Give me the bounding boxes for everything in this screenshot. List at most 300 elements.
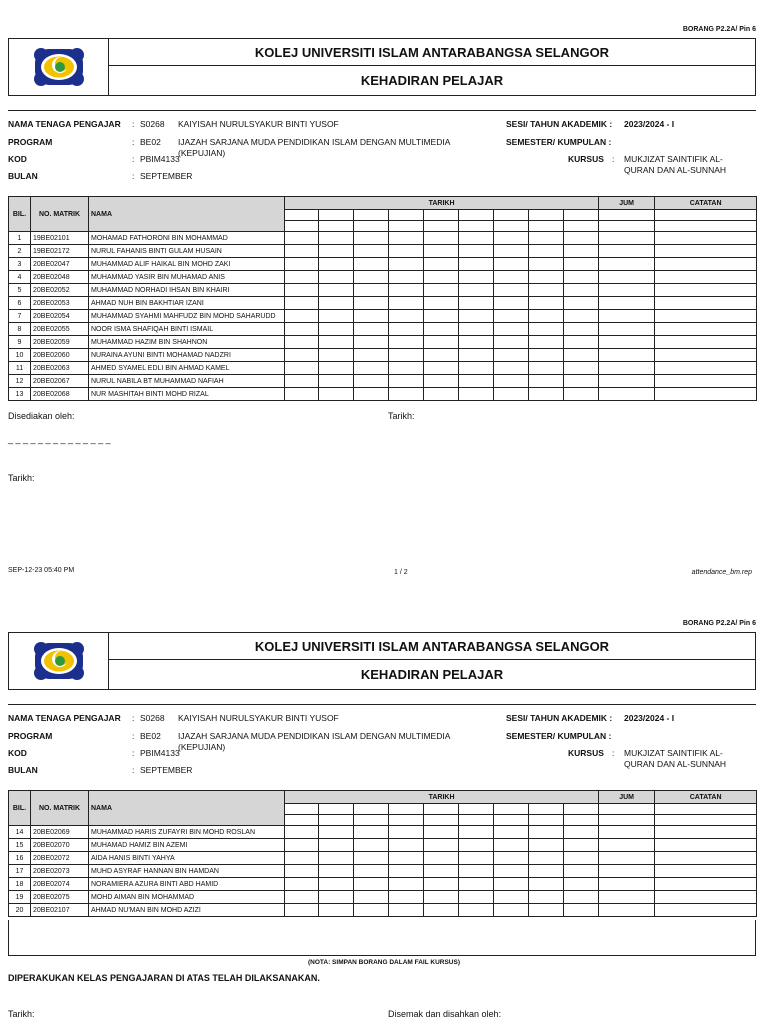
jum-cell bbox=[599, 878, 655, 891]
date-cell bbox=[494, 878, 529, 891]
table-row bbox=[9, 349, 757, 362]
date-cell bbox=[564, 904, 599, 917]
date-cell bbox=[424, 310, 459, 323]
matrik-cell: 20BE02072 bbox=[31, 852, 89, 865]
table-row bbox=[9, 310, 757, 323]
bil-cell: 6 bbox=[9, 297, 31, 310]
nama-cell: AHMAD NU'MAN BIN MOHD AZIZI bbox=[89, 904, 285, 917]
attendance-table bbox=[8, 196, 757, 401]
nama-cell: MUHAMMAD ALIF HAIKAL BIN MOHD ZAKI bbox=[89, 258, 285, 271]
course-name-line1: MUKJIZAT SAINTIFIK AL- bbox=[624, 154, 723, 164]
date-cell bbox=[494, 839, 529, 852]
catatan-cell bbox=[655, 310, 757, 323]
date-cell bbox=[354, 349, 389, 362]
catatan-cell bbox=[655, 375, 757, 388]
catatan-cell bbox=[655, 349, 757, 362]
prepared-by-label: Disediakan oleh: bbox=[8, 411, 75, 421]
matrik-cell: 20BE02074 bbox=[31, 878, 89, 891]
month-value: SEPTEMBER bbox=[140, 765, 193, 775]
date-cell bbox=[319, 865, 354, 878]
date-cell bbox=[424, 852, 459, 865]
date-cell bbox=[354, 375, 389, 388]
nama-cell: NURUL FAHANIS BINTI GULAM HUSAIN bbox=[89, 245, 285, 258]
table-row bbox=[9, 258, 757, 271]
table-row bbox=[9, 271, 757, 284]
colon: : bbox=[132, 713, 135, 723]
date-cell bbox=[285, 891, 319, 904]
bil-cell: 14 bbox=[9, 826, 31, 839]
logo-cell bbox=[9, 633, 109, 689]
info-section bbox=[8, 704, 756, 782]
catatan-cell bbox=[655, 271, 757, 284]
program-label: PROGRAM bbox=[8, 731, 53, 741]
date-cell bbox=[389, 297, 424, 310]
bil-cell: 4 bbox=[9, 271, 31, 284]
catatan-cell bbox=[655, 297, 757, 310]
form-code: BORANG P2.2A/ Pin 6 bbox=[682, 620, 756, 627]
date-cell bbox=[424, 878, 459, 891]
date-cell bbox=[459, 297, 494, 310]
table-row bbox=[9, 865, 757, 878]
matrik-cell: 20BE02052 bbox=[31, 284, 89, 297]
date-cell bbox=[529, 297, 564, 310]
bil-cell: 12 bbox=[9, 375, 31, 388]
bil-cell: 19 bbox=[9, 891, 31, 904]
date-cell bbox=[319, 336, 354, 349]
lecturer-id: S0268 bbox=[140, 713, 165, 723]
date-cell bbox=[285, 349, 319, 362]
course-code: PBIM4133 bbox=[140, 748, 180, 758]
header-box bbox=[8, 38, 756, 96]
date-cell bbox=[354, 839, 389, 852]
program-note: (KEPUJIAN) bbox=[178, 148, 226, 158]
date-cell bbox=[424, 284, 459, 297]
date-label: Tarikh: bbox=[388, 411, 415, 421]
date-cell bbox=[285, 852, 319, 865]
lecturer-name: KAIYISAH NURULSYAKUR BINTI YUSOF bbox=[178, 713, 339, 723]
verified-by-label: Disemak dan disahkan oleh: bbox=[388, 1009, 502, 1019]
catatan-header: CATATAN bbox=[655, 197, 757, 210]
date-cell bbox=[459, 349, 494, 362]
date-cell bbox=[424, 839, 459, 852]
course-name-line2: QURAN DAN AL-SUNNAH bbox=[624, 759, 727, 769]
date-cell bbox=[529, 839, 564, 852]
catatan-cell bbox=[655, 323, 757, 336]
date-cell bbox=[389, 284, 424, 297]
colon: : bbox=[612, 748, 615, 758]
date-cell bbox=[285, 878, 319, 891]
date-cell bbox=[424, 271, 459, 284]
jum-cell bbox=[599, 232, 655, 245]
jum-cell bbox=[599, 852, 655, 865]
date-cell bbox=[529, 891, 564, 904]
date-cell bbox=[285, 865, 319, 878]
date-cell bbox=[494, 245, 529, 258]
table-row bbox=[9, 878, 757, 891]
date-cell bbox=[319, 388, 354, 401]
date-cell bbox=[494, 232, 529, 245]
date-cell bbox=[459, 375, 494, 388]
attendance-rows bbox=[9, 232, 757, 401]
page-number: 1 / 2 bbox=[394, 569, 408, 576]
date-cell bbox=[529, 865, 564, 878]
jum-cell bbox=[599, 388, 655, 401]
date-cell bbox=[529, 310, 564, 323]
tarikh-header: TARIKH bbox=[285, 197, 599, 210]
nama-cell: MUHAMMAD SYAHMI MAHFUDZ BIN MOHD SAHARUDD bbox=[89, 310, 285, 323]
date-cell bbox=[564, 388, 599, 401]
semester-label: SEMESTER/ KUMPULAN : bbox=[506, 137, 612, 147]
date-cell bbox=[389, 245, 424, 258]
nama-cell: NOOR ISMA SHAFIQAH BINTI ISMAIL bbox=[89, 323, 285, 336]
bil-header: BIL. bbox=[9, 197, 31, 232]
date-cell bbox=[494, 297, 529, 310]
date-cell bbox=[424, 826, 459, 839]
date-cell bbox=[319, 232, 354, 245]
matrik-cell: 20BE02069 bbox=[31, 826, 89, 839]
nama-cell: AIDA HANIS BINTI YAHYA bbox=[89, 852, 285, 865]
date-cell bbox=[285, 362, 319, 375]
date-cell bbox=[354, 865, 389, 878]
date-cell bbox=[389, 232, 424, 245]
nama-cell: NURUL NABILA BT MUHAMMAD NAFIAH bbox=[89, 375, 285, 388]
nama-cell: MUHD ASYRAF HANNAN BIN HAMDAN bbox=[89, 865, 285, 878]
date-cell bbox=[354, 323, 389, 336]
date-cell bbox=[564, 297, 599, 310]
date-cell bbox=[285, 904, 319, 917]
date-cell bbox=[354, 232, 389, 245]
date-cell bbox=[564, 258, 599, 271]
course-label: KURSUS bbox=[568, 154, 604, 164]
date-cell bbox=[494, 336, 529, 349]
header-box bbox=[8, 632, 756, 690]
date-cell bbox=[494, 904, 529, 917]
attendance-rows bbox=[9, 826, 757, 917]
date-cell bbox=[354, 310, 389, 323]
date-cell bbox=[319, 349, 354, 362]
code-label: KOD bbox=[8, 748, 27, 758]
date-cell bbox=[389, 839, 424, 852]
session-value: 2023/2024 - I bbox=[624, 119, 675, 129]
date-cell bbox=[285, 323, 319, 336]
matrik-cell: 20BE02075 bbox=[31, 891, 89, 904]
catatan-header: CATATAN bbox=[655, 791, 757, 804]
catatan-cell bbox=[655, 336, 757, 349]
colon: : bbox=[132, 731, 135, 741]
matrik-cell: 20BE02068 bbox=[31, 388, 89, 401]
college-name: KOLEJ UNIVERSITI ISLAM ANTARABANGSA SELANGOR bbox=[109, 633, 755, 660]
logo-cell bbox=[9, 39, 109, 95]
date-cell bbox=[319, 310, 354, 323]
jum-cell bbox=[599, 336, 655, 349]
table-row bbox=[9, 323, 757, 336]
table-row bbox=[9, 826, 757, 839]
jum-cell bbox=[599, 323, 655, 336]
date-cell bbox=[389, 865, 424, 878]
date-cell bbox=[389, 271, 424, 284]
catatan-cell bbox=[655, 258, 757, 271]
date-cell bbox=[389, 852, 424, 865]
date-cell bbox=[389, 826, 424, 839]
print-timestamp: SEP-12-23 05:40 PM bbox=[8, 567, 75, 574]
bil-cell: 9 bbox=[9, 336, 31, 349]
date-cell bbox=[354, 284, 389, 297]
date-cell bbox=[354, 336, 389, 349]
matrik-cell: 20BE02067 bbox=[31, 375, 89, 388]
bil-cell: 1 bbox=[9, 232, 31, 245]
college-logo-icon bbox=[29, 637, 89, 685]
date-cell bbox=[319, 297, 354, 310]
nama-cell: MUHAMAD HAMIZ BIN AZEMI bbox=[89, 839, 285, 852]
date-cell bbox=[494, 323, 529, 336]
date-cell bbox=[529, 284, 564, 297]
table-row bbox=[9, 891, 757, 904]
course-code: PBIM4133 bbox=[140, 154, 180, 164]
date-cell bbox=[319, 323, 354, 336]
bil-cell: 15 bbox=[9, 839, 31, 852]
month-label: BULAN bbox=[8, 765, 38, 775]
table-row bbox=[9, 297, 757, 310]
date-cell bbox=[459, 362, 494, 375]
signature-line: _ _ _ _ _ _ _ _ _ _ _ _ _ _ bbox=[8, 434, 111, 444]
nama-cell: MUHAMMAD HAZIM BIN SHAHNON bbox=[89, 336, 285, 349]
date-cell bbox=[424, 891, 459, 904]
nama-header: NAMA bbox=[89, 791, 285, 826]
matrik-cell: 20BE02070 bbox=[31, 839, 89, 852]
date-cell bbox=[389, 349, 424, 362]
bil-cell: 3 bbox=[9, 258, 31, 271]
matrik-cell: 19BE02101 bbox=[31, 232, 89, 245]
date-cell bbox=[459, 865, 494, 878]
bil-cell: 17 bbox=[9, 865, 31, 878]
bil-cell: 16 bbox=[9, 852, 31, 865]
catatan-cell bbox=[655, 878, 757, 891]
jum-cell bbox=[599, 904, 655, 917]
date-cell bbox=[285, 271, 319, 284]
table-row bbox=[9, 232, 757, 245]
form-code: BORANG P2.2A/ Pin 6 bbox=[682, 26, 756, 33]
date-cell bbox=[319, 245, 354, 258]
jum-cell bbox=[599, 375, 655, 388]
date-cell bbox=[564, 891, 599, 904]
date-cell bbox=[564, 323, 599, 336]
date-cell bbox=[424, 349, 459, 362]
attendance-table bbox=[8, 790, 757, 917]
jum-cell bbox=[599, 258, 655, 271]
date-cell bbox=[389, 904, 424, 917]
date-cell bbox=[319, 891, 354, 904]
program-code: BE02 bbox=[140, 731, 161, 741]
date-cell bbox=[319, 878, 354, 891]
bil-cell: 8 bbox=[9, 323, 31, 336]
date-cell bbox=[354, 904, 389, 917]
nama-cell: NORAMIERA AZURA BINTI ABD HAMID bbox=[89, 878, 285, 891]
course-name-line1: MUKJIZAT SAINTIFIK AL- bbox=[624, 748, 723, 758]
date-cell bbox=[424, 258, 459, 271]
colon: : bbox=[132, 119, 135, 129]
catatan-cell bbox=[655, 388, 757, 401]
date-cell bbox=[564, 362, 599, 375]
jum-header: JUM bbox=[599, 791, 655, 804]
date-cell bbox=[285, 284, 319, 297]
date-cell bbox=[459, 839, 494, 852]
catatan-cell bbox=[655, 362, 757, 375]
date-cell bbox=[459, 258, 494, 271]
matrik-cell: 20BE02055 bbox=[31, 323, 89, 336]
catatan-cell bbox=[655, 232, 757, 245]
month-label: BULAN bbox=[8, 171, 38, 181]
table-row bbox=[9, 245, 757, 258]
table-row bbox=[9, 375, 757, 388]
date-cell bbox=[424, 245, 459, 258]
jum-cell bbox=[599, 297, 655, 310]
program-code: BE02 bbox=[140, 137, 161, 147]
date-cell bbox=[424, 297, 459, 310]
date-cell bbox=[564, 271, 599, 284]
date-label: Tarikh: bbox=[8, 1009, 35, 1019]
date-label: Tarikh: bbox=[8, 473, 35, 483]
date-cell bbox=[285, 245, 319, 258]
catatan-cell bbox=[655, 284, 757, 297]
table-row bbox=[9, 852, 757, 865]
bil-cell: 10 bbox=[9, 349, 31, 362]
date-cell bbox=[319, 826, 354, 839]
lecturer-label: NAMA TENAGA PENGAJAR bbox=[8, 713, 121, 723]
college-logo-icon bbox=[29, 43, 89, 91]
report-title: KEHADIRAN PELAJAR bbox=[360, 667, 504, 682]
date-cell bbox=[529, 362, 564, 375]
filing-note: (NOTA: SIMPAN BORANG DALAM FAIL KURSUS) bbox=[307, 959, 461, 966]
colon: : bbox=[132, 765, 135, 775]
date-cell bbox=[494, 852, 529, 865]
date-cell bbox=[529, 375, 564, 388]
date-cell bbox=[424, 232, 459, 245]
matrik-header: NO. MATRIK bbox=[31, 197, 89, 232]
date-cell bbox=[459, 245, 494, 258]
jum-header: JUM bbox=[599, 197, 655, 210]
date-cell bbox=[389, 388, 424, 401]
date-cell bbox=[319, 839, 354, 852]
month-value: SEPTEMBER bbox=[140, 171, 193, 181]
matrik-header: NO. MATRIK bbox=[31, 791, 89, 826]
matrik-cell: 20BE02054 bbox=[31, 310, 89, 323]
date-cell bbox=[494, 349, 529, 362]
jum-cell bbox=[599, 839, 655, 852]
date-cell bbox=[564, 839, 599, 852]
date-cell bbox=[529, 245, 564, 258]
date-cell bbox=[494, 891, 529, 904]
date-cell bbox=[459, 826, 494, 839]
semester-label: SEMESTER/ KUMPULAN : bbox=[506, 731, 612, 741]
date-cell bbox=[529, 336, 564, 349]
date-cell bbox=[529, 388, 564, 401]
colon: : bbox=[132, 748, 135, 758]
date-cell bbox=[529, 904, 564, 917]
session-label: SESI/ TAHUN AKADEMIK : bbox=[506, 713, 613, 723]
date-cell bbox=[564, 284, 599, 297]
jum-cell bbox=[599, 826, 655, 839]
jum-cell bbox=[599, 362, 655, 375]
report-file-name: attendance_bm.rep bbox=[691, 569, 752, 576]
date-cell bbox=[319, 904, 354, 917]
date-cell bbox=[529, 271, 564, 284]
date-cell bbox=[459, 323, 494, 336]
date-cell bbox=[529, 349, 564, 362]
date-cell bbox=[529, 258, 564, 271]
catatan-cell bbox=[655, 852, 757, 865]
date-cell bbox=[319, 271, 354, 284]
date-cell bbox=[494, 271, 529, 284]
date-cell bbox=[459, 271, 494, 284]
date-cell bbox=[389, 375, 424, 388]
date-cell bbox=[494, 826, 529, 839]
date-cell bbox=[424, 388, 459, 401]
date-cell bbox=[389, 323, 424, 336]
date-cell bbox=[285, 375, 319, 388]
nama-cell: MUHAMMAD NORHADI IHSAN BIN KHAIRI bbox=[89, 284, 285, 297]
date-cell bbox=[564, 826, 599, 839]
date-cell bbox=[285, 388, 319, 401]
date-cell bbox=[459, 878, 494, 891]
bil-cell: 2 bbox=[9, 245, 31, 258]
date-cell bbox=[354, 891, 389, 904]
date-cell bbox=[389, 310, 424, 323]
date-cell bbox=[459, 852, 494, 865]
colon: : bbox=[612, 154, 615, 164]
date-cell bbox=[564, 852, 599, 865]
date-cell bbox=[285, 826, 319, 839]
date-cell bbox=[564, 336, 599, 349]
session-value: 2023/2024 - I bbox=[624, 713, 675, 723]
date-cell bbox=[529, 826, 564, 839]
jum-cell bbox=[599, 349, 655, 362]
code-label: KOD bbox=[8, 154, 27, 164]
matrik-cell: 20BE02059 bbox=[31, 336, 89, 349]
jum-cell bbox=[599, 310, 655, 323]
matrik-cell: 20BE02060 bbox=[31, 349, 89, 362]
date-cell bbox=[319, 258, 354, 271]
date-cell bbox=[529, 232, 564, 245]
catatan-cell bbox=[655, 891, 757, 904]
bil-header: BIL. bbox=[9, 791, 31, 826]
course-label: KURSUS bbox=[568, 748, 604, 758]
date-cell bbox=[285, 336, 319, 349]
jum-cell bbox=[599, 891, 655, 904]
date-cell bbox=[494, 362, 529, 375]
date-cell bbox=[564, 375, 599, 388]
blank-area-box bbox=[8, 920, 756, 956]
date-cell bbox=[564, 349, 599, 362]
lecturer-id: S0268 bbox=[140, 119, 165, 129]
table-row bbox=[9, 388, 757, 401]
date-cell bbox=[564, 232, 599, 245]
date-cell bbox=[459, 336, 494, 349]
date-cell bbox=[459, 891, 494, 904]
bil-cell: 7 bbox=[9, 310, 31, 323]
certification-statement: DIPERAKUKAN KELAS PENGAJARAN DI ATAS TELAH DILAKSANAKAN. bbox=[8, 973, 320, 983]
matrik-cell: 20BE02047 bbox=[31, 258, 89, 271]
program-name: IJAZAH SARJANA MUDA PENDIDIKAN ISLAM DENGAN MULTIMEDIA bbox=[178, 731, 451, 741]
date-cell bbox=[285, 839, 319, 852]
date-cell bbox=[494, 284, 529, 297]
date-cell bbox=[459, 904, 494, 917]
report-title: KEHADIRAN PELAJAR bbox=[360, 73, 504, 88]
date-cell bbox=[424, 865, 459, 878]
date-cell bbox=[319, 362, 354, 375]
program-name: IJAZAH SARJANA MUDA PENDIDIKAN ISLAM DENGAN MULTIMEDIA bbox=[178, 137, 451, 147]
bil-cell: 11 bbox=[9, 362, 31, 375]
date-cell bbox=[564, 865, 599, 878]
